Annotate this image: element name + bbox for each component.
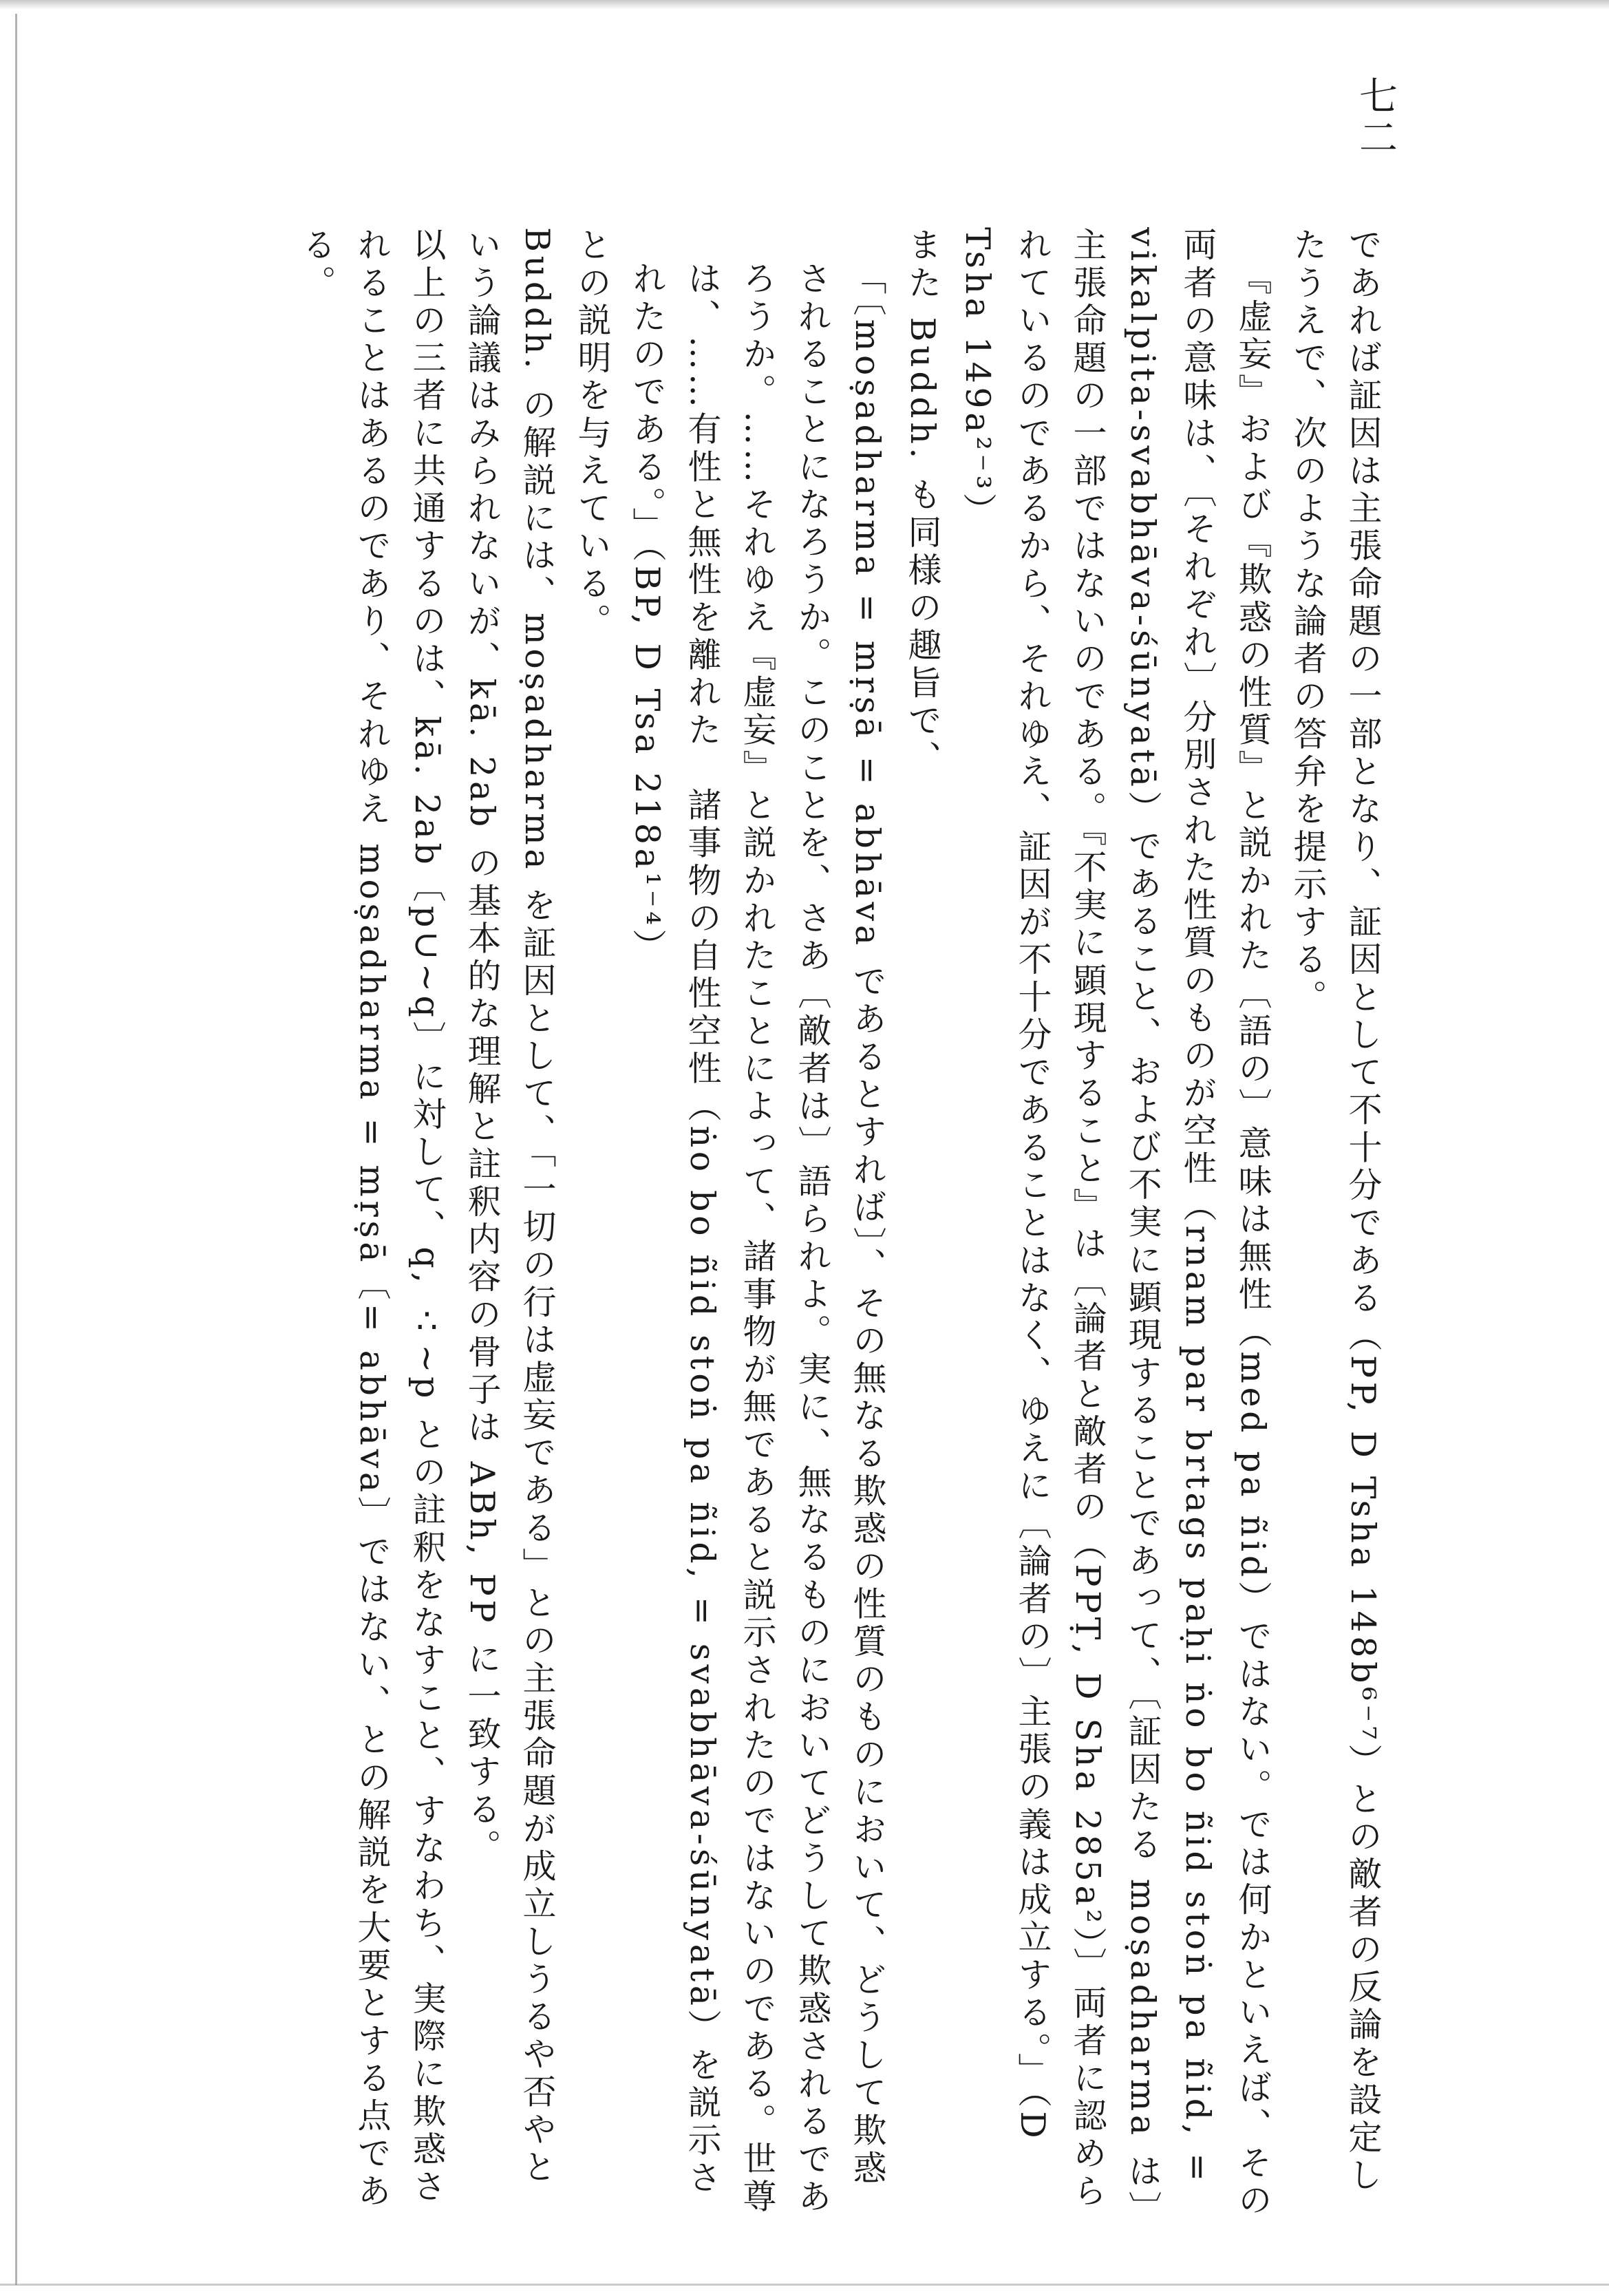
paragraph-buddh-intro: また Buddh. も同様の趣旨で、: [903, 227, 942, 778]
page-number: 七二: [1353, 76, 1398, 159]
paragraph-explanation-given: との説明を与えている。: [573, 227, 612, 641]
paragraph-buddh-quote: 「〔moṣadharma = mṛṣā = abhāva であるとすれば〕、その無なる欺惑の性質のものにおいて、どうして欺惑されることになろうか。このことを、さあ〔敵者は〕語られよ。実に、無なるものにおいてどうして欺惑されるであろうか。……それゆえ『虚妄』と説かれたことによって、諸事物が無であると説示されたのではないのである。世尊は、……有性と無性を離れた 諸事物の自性空性（ṅo bo ñid stoṅ pa ñid, = svabhāva-śūnyatā）を説示されたのである。」（BP, D Tsa 218a¹⁻⁴）: [628, 261, 887, 2217]
body-text: [227, 227, 1390, 2223]
paragraph-buddh-commentary: Buddh. の解説には、moṣadharma を証因として、「一切の行は虚妄である」との主張命題が成立しうるや否やという論議はみられないが、kā. 2ab の基本的な理解と註釈内容の骨子は ABh, PP に一致する。: [462, 227, 557, 2187]
scan-edge-left: [15, 14, 17, 2285]
paragraph-objection: であれば証因は主張命題の一部となり、証因として不十分である（PP, D Tsha 148b⁶⁻⁷）との敵者の反論を設定したうえで、次のような論者の答弁を提示する。: [1288, 227, 1383, 2195]
scan-edge-top: [0, 0, 1609, 10]
scan-edge-bottom: [0, 2284, 1609, 2286]
paragraph-conclusion: 以上の三者に共通するのは、kā. 2ab〔p∪~q〕に対して、q, ∴~p との註釈をなすこと、すなわち、実際に欺惑されることはあるのであり、それゆえ moṣadharma = mṛṣā〔= abhāva〕ではない、との解説を大要とする点である。: [297, 227, 447, 2211]
paragraph-pp-reply-quote: 『虚妄』および『欺惑の性質』と説かれた〔語の〕意味は無性（med pa ñid）ではない。では何かといえば、その両者の意味は、〔それぞれ〕分別された性質のものが空性（rnam par brtags paḥi ṅo bo ñid stoṅ pa ñid, = vikalpita-svabhāva-śūnyatā）であること、および不実に顕現することであって、〔証因たる moṣadharma は〕主張命題の一部ではないのである。『不実に顕現すること』は〔論者と敵者の（PPṬ, D Sha 285a²）〕両者に認められているのであるから、それゆえ、証因が不十分であることはなく、ゆえに〔論者の〕主張の義は成立する。」（D Tsha 149a²⁻³）: [958, 227, 1272, 2220]
